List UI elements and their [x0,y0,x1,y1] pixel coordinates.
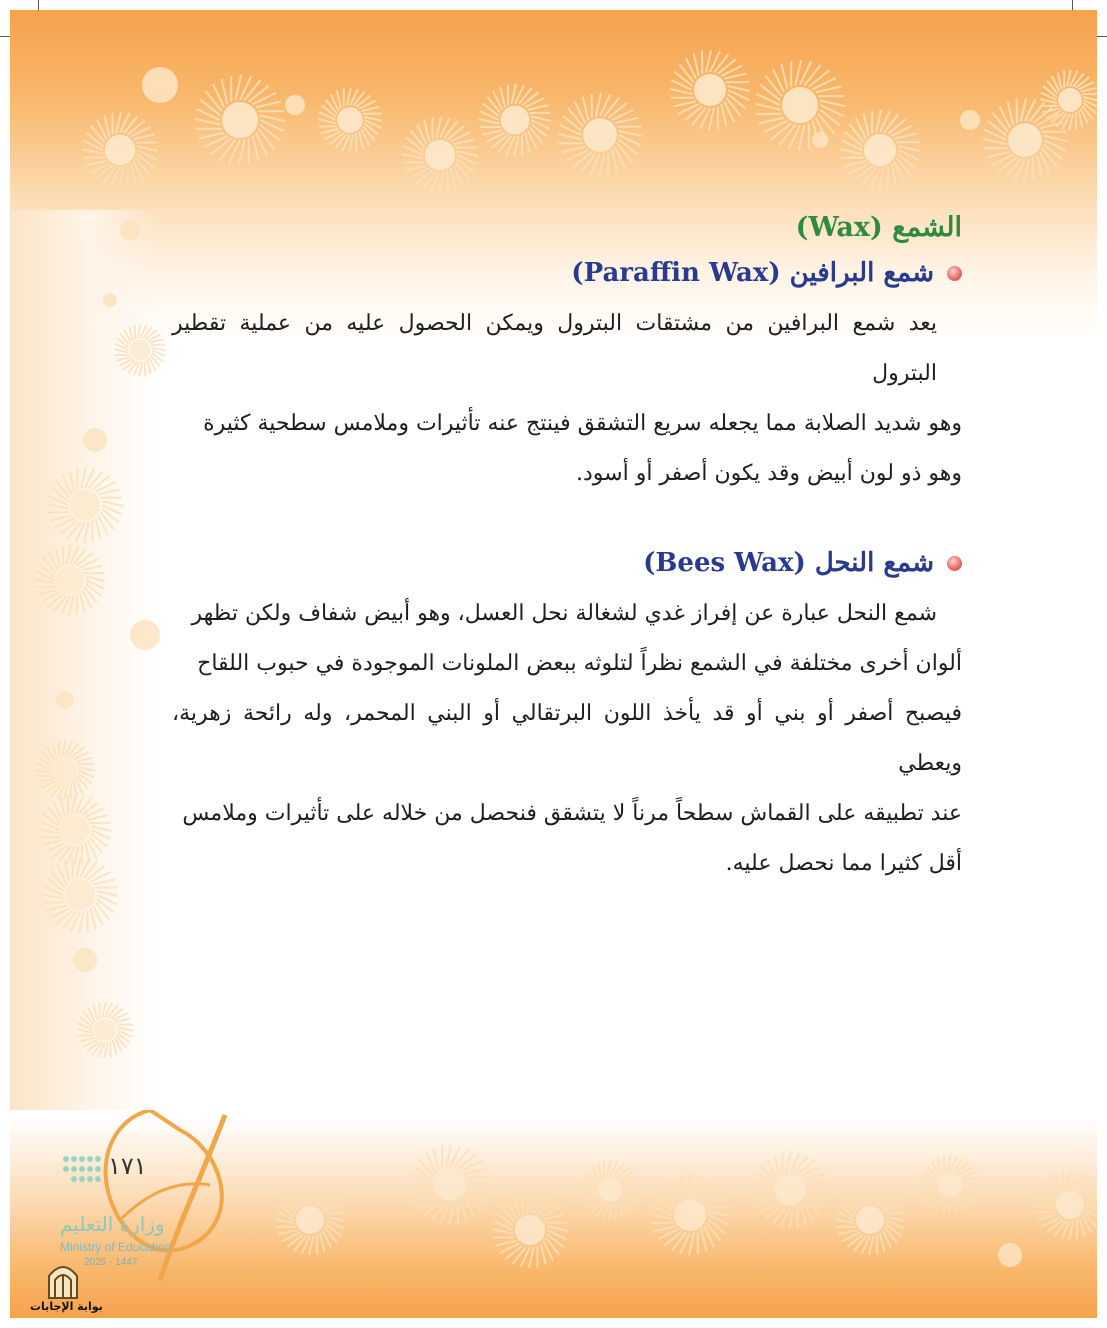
paragraph-line: وهو ذو لون أبيض وقد يكون أصفر أو أسود. [576,460,962,486]
paragraph-line: وهو شديد الصلابة مما يجعله سريع التشقق فينتج عنه تأثيرات وملامس سطحية كثيرة [203,410,962,436]
paragraph-line: شمع النحل عبارة عن إفراز غدي لشغالة نحل العسل، وهو أبيض شفاف ولكن تظهر [191,600,937,626]
beeswax-subheading [172,547,962,581]
paragraph-line: يعد شمع البرافين من مشتقات البترول ويمكن الحصول عليه من عملية تقطير البترول [172,310,937,386]
edition-years: 2025 - 1447 [84,1257,138,1268]
paraffin-paragraph [172,299,962,499]
paraffin-subheading-text: شمع البرافين (Paraffin Wax) [571,258,934,289]
beeswax-paragraph [172,589,962,889]
bullet-icon [947,556,962,571]
portal-label: بوابة الإجابات [30,1300,103,1313]
page-number: ١٧١ [108,1152,147,1180]
bullet-icon [947,266,962,281]
beeswax-subheading-text: شمع النحل (Bees Wax) [643,547,934,578]
section-heading: الشمع (Wax) [795,212,962,243]
paragraph-line: أقل كثيرا مما نحصل عليه. [725,850,962,876]
ministry-name-arabic: وزارة التعليم [60,1212,165,1236]
book-page [10,10,1097,1318]
left-decoration-band [10,210,160,1110]
ministry-name-english: Ministry of Education [60,1240,172,1254]
main-content [172,210,962,889]
paraffin-subheading [172,257,962,291]
portal-logo-icon [45,1258,81,1300]
paragraph-line: فيصبح أصفر أو بني أو قد يأخذ اللون البرتقالي أو البني المحمر، وله رائحة زهرية، ويعطي [172,700,962,776]
ministry-dots-icon [62,1155,104,1187]
paragraph-line: ألوان أخرى مختلفة في الشمع نظراً لتلوثه ببعض الملونات الموجودة في حبوب اللقاح [197,650,962,676]
paragraph-line: عند تطبيقه على القماش سطحاً مرناً لا يتشقق فنحصل من خلاله على تأثيرات وملامس [182,800,962,826]
